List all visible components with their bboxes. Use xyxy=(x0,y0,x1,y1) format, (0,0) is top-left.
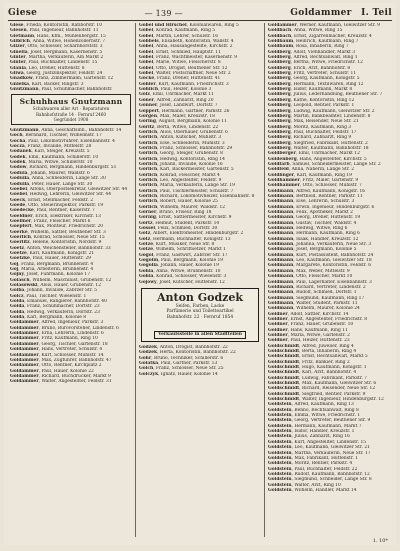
directory-entry: Goldberg, Erich, Arzt, Bahnhofstr. 8 xyxy=(268,65,351,71)
directory-entry: Goldschmidt, Fritz, Bankier, Ring 2 xyxy=(268,359,350,365)
directory-entry: Goldmann, Alfred, Kaufmann, Königstr. 16 xyxy=(268,188,366,194)
directory-page xyxy=(4,3,396,545)
column-2 xyxy=(136,23,265,537)
advertisement-line: Seifen, Farben, Lacke xyxy=(175,303,225,309)
directory-entry: Gocha, Paul, Lokomotivführer, Eisenbahnstr. 4 xyxy=(10,138,115,144)
advertisement-line: Parfümerie und Toiletteartikel xyxy=(166,309,234,315)
directory-entry: Goldmann, Max, Weber, Mittelstr. 9 xyxy=(268,268,350,274)
advertisement-line: Bahnhofstraße 14 · Fernruf 2460 xyxy=(35,111,107,117)
directory-entry: Goldschmidt, Berta, Inhaberin, Ring 4 xyxy=(268,348,357,354)
directory-entry: Goldschmidt, Ernst, Rechtsanwalt, Markt 5 xyxy=(268,354,368,360)
directory-entry: Goldschmidt, Alfred, Juwelier, Ring 4 xyxy=(268,343,354,349)
advertisement-band: Verkaufsstelle in allen Stadtteilen xyxy=(154,331,246,339)
directory-entry: Görner, Bruno, Friseur, Ring 18 xyxy=(139,210,212,216)
directory-entry: Goldberg, Martin, Bankbeamter, Lindenstr. 8 xyxy=(268,113,371,119)
directory-entry: Goldstein, Walter, Arzt, Ring 10 xyxy=(268,482,341,488)
directory-entry: Gnutzmann, Anna, Geschäftsinh., Bahnhofstr. 14 xyxy=(10,128,122,134)
directory-entry: Goldmann, Georg, Dreher, Hüttenstr. 19 xyxy=(268,215,361,221)
directory-entry: Golda, Emanuel, Rangierer, Bahnhofstr. 40 xyxy=(10,299,107,305)
directory-entry: Godow, Richard, Bergmann, Hindenburgstr. 51 xyxy=(10,165,117,171)
header-left-keyword: Giese xyxy=(8,8,38,18)
directory-entry: Goldammer, Max, Zugführer, Bahnhofstr. 47 xyxy=(10,357,112,363)
directory-entry: Goldstein, Siegmund, Schneider, Lange Str. 8 xyxy=(268,477,372,483)
directory-entry: Goldmann, Leo, Kaufmann, Gleiwitzer Str. 18 xyxy=(268,258,372,264)
directory-entry: Göbel, Walter, Postschaffner, Neue Str. 2 xyxy=(139,71,231,77)
directory-entry: Görlich, Johann, Invalide, Kolonie 16 xyxy=(139,161,223,167)
directory-entry: Görlich, Hedwig, Kontoristin, Ring 14 xyxy=(139,156,225,162)
directory-entry: Goldstein, Paul, Buchhalter, Feldstr. 22 xyxy=(268,466,358,472)
directory-entry: Goldberg, Moritz, Kaufmann, Ring 3 xyxy=(268,124,352,130)
directory-entry: Goldner, Maria, Witwe, Gartenstr. 2 xyxy=(268,332,350,338)
directory-entry: Götze, Wilhelm, Schriftsetzer, Markt 1 xyxy=(139,247,226,253)
directory-entry: Göritz, Berta, Witwe, Lindenstr. 22 xyxy=(139,124,219,130)
directory-entry: Goerlich, Konrad, Schlosser, Neue Str. 15 xyxy=(10,234,105,240)
directory-entry: Gojny, Josef, Fuhrmann, Kolonie 17 xyxy=(10,272,91,278)
directory-entry: Goldschmidt, Siegfried, Rentier, Parkstr. 9 xyxy=(268,391,366,397)
directory-entry: Goldberg, Käthe, Kontoristin, Ring 12 xyxy=(268,97,355,103)
directory-entry: Goldstein, Leo, Kaufmann, Gleiwitzer Str. 21 xyxy=(268,445,370,451)
directory-entry: Göbel, Anna, Hausangestellte, Kirchstr. 2 xyxy=(139,44,233,50)
directory-entry: Götz, Albert, Elektromeister, Hindenburgstr. 2 xyxy=(139,231,244,237)
directory-entry: Goldammer, Walter, Angestellter, Feldstr. 31 xyxy=(10,379,112,385)
directory-entry: Goldberg, Alfred, Rechtsanwalt, Ring 1 xyxy=(268,55,358,61)
directory-entry: Goldmann, Isaak, Händler, Kreuzstr. 12 xyxy=(268,236,359,242)
directory-entry: Goldberg, Leopold, Rentier, Parkstr. 1 xyxy=(268,103,355,109)
directory-entry: Goldammer, Hans, Vertreter, Schulstr. 4 xyxy=(10,347,103,353)
advertisement-line: Schuhwaren aller Art · Reparaturen xyxy=(32,106,110,112)
directory-entry: Goldmann, Gustav, Tischler, Waldstr. 4 xyxy=(268,220,357,226)
directory-entry: Görgen, Max, Maler, Kreuzstr. 18 xyxy=(139,113,215,119)
directory-entry: Goedecke, Paul, Rentner, Kaiserstr. 7 xyxy=(10,208,95,214)
directory-entry: Ginella, Josef, Bergmann, Kasernenstr. 5 xyxy=(10,49,103,55)
page-header xyxy=(8,6,392,20)
directory-entry: Görlich, Wilhelm, Maurer, Waldstr. 12 xyxy=(139,204,226,210)
directory-entry: Godzek, Herta, Kontoristin, Bahnhofstr. 22 xyxy=(139,350,236,356)
directory-entry: Goldhammer, Fritz, Maler, Gartenstr. 9 xyxy=(268,177,359,183)
directory-entry: Goj, Franz, Bergmann, Brunnenstr. 4 xyxy=(10,261,94,267)
directory-entry: Göppert, Hermann, Gärtner, Parkstr. 26 xyxy=(139,108,230,114)
directory-entry: Goldmann, Margarete, Kontoristin, Feldstr. 6 xyxy=(268,263,372,269)
directory-entry: Goldstein, Kurt, Angestellter, Lindenstr. 15 xyxy=(268,439,367,445)
directory-entry: Gogol, Franz, Gastwirt, Zabrzer Str. 17 xyxy=(139,252,228,258)
directory-entry: Goldenberg, Hans, Angestellter, Kirchstr. 5 xyxy=(268,156,367,162)
directory-entry: Golda, Hedwig, Verkäuferin, Dorfstr. 23 xyxy=(10,309,100,315)
directory-entry: Ginter, Martha, Verkäuferin, Am Markt 2 xyxy=(10,55,104,61)
directory-entry: Götze, Kurt, Musiker, Neue Str. 8 xyxy=(139,242,215,248)
directory-entry: Goldmann, Hedwig, Witwe, Ring 6 xyxy=(268,226,348,232)
directory-entry: Goldstein, Benno, Rechtsanwalt, Ring 8 xyxy=(268,407,359,413)
directory-entry: Goldstein, Wilhelm, Händler, Markt 14 xyxy=(268,487,357,493)
directory-entry: Goldmann, Hermann, Kaufmann, Ring 6 xyxy=(268,231,360,237)
directory-entry: Goch, Bernhard, Tischler, Wilhelmstr. 17 xyxy=(10,133,102,139)
advertisement-line: Gegründet 1908 xyxy=(53,116,89,122)
directory-entry: Goldberg, Julius, Lederhandlung, Beuthener Str. 7 xyxy=(268,92,383,98)
directory-entry: Goldmann, Paul, Lagerhalter, Eisenbahnstr. 3 xyxy=(268,279,372,285)
page-number: — 139 — xyxy=(144,8,183,18)
directory-entry: Gocza, Franz, Invalide, Mittelstr. 28 xyxy=(10,144,92,150)
directory-entry: Gilzer, Otto, Schlosser, Scharnhorststr. 3 xyxy=(10,44,103,50)
directory-entry: Goldstein, Isidor, Händler, Kreuzstr. 1 xyxy=(268,429,355,435)
directory-entry: Goldmann, Wilhelm, Maurer, Kolonie 24 xyxy=(268,306,360,312)
directory-entry: Goldmann, Rudolf, Schmied, Dorfstr. 1 xyxy=(268,290,357,296)
directory-entry: Görlich, Maria, Verkäuferin, Lange Str. 19 xyxy=(139,183,235,189)
directory-entry: Goldfarb, Samuel, Schneidermeister, Lange Str. 2 xyxy=(268,161,381,167)
directory-entry: Goldstein, Emma, Witwe, Friedrichstr. 1 xyxy=(268,413,361,419)
directory-entry: Goldstein, Alfred, Kaufmann, Ring 13 xyxy=(268,402,354,408)
directory-entry: Gohr, Bruno, Techniker, Schillerstr. 6 xyxy=(139,355,224,361)
directory-entry: Goldberger, Emil, Uhrmacher, Markt 12 xyxy=(268,151,360,157)
header-rule xyxy=(8,20,392,21)
directory-entry: Gogolla, Johann, Hauer, Kolonie 19 xyxy=(139,263,219,269)
directory-entry: Göbel, Martin, Lehrer, Schulstr. 16 xyxy=(139,33,218,39)
directory-entry: Goldmann, Felix, Apotheker, Markt 2 xyxy=(268,210,353,216)
directory-entry: Goerlitz, Helene, Kontoristin, Nordstr. 9 xyxy=(10,240,102,246)
header-part-label: I. Teil xyxy=(361,8,392,18)
directory-entry: Goldberg, Paul, Buchhalter, Feldstr. 17 xyxy=(268,129,357,135)
advertisement-title: Schuhhaus Gnutzmann xyxy=(19,97,123,107)
directory-entry: Goeck, Ernst, Stellmacher, Feldstr. 2 xyxy=(10,197,94,203)
directory-entry: Golasowski, Alois, Hauer, Grubenstr. 12 xyxy=(10,283,101,289)
directory-entry: Goldschmidt, Hugo, Kaufmann, Königstr. 1 xyxy=(268,365,367,370)
directory-entry: Gönner, Josef, Landwirt, Dorfstr. 7 xyxy=(139,103,218,109)
advertisement-box xyxy=(11,94,131,125)
directory-entry: Goebel, Alfons, Oberpostsekretär, Gleiwitzer Str. 44 xyxy=(10,186,128,192)
column-3 xyxy=(265,23,393,537)
directory-entry: Göbel, Franz, Wachtmeister, Kasernenstr. 9 xyxy=(139,55,238,61)
directory-entry: Goldschmidt, Ludwig, Fabrikant, Parkstr. 7 xyxy=(268,375,367,381)
directory-entry: Götz, Hermann, Buchhalter, Königstr. 13 xyxy=(139,236,231,242)
directory-entry: Golatka, Paul, Gärtner, Parkstr. 13 xyxy=(139,361,218,367)
directory-entry: Göbel, Marie, Witwe, Fleischerstr. 8 xyxy=(139,60,221,66)
directory-entry: Goldschmidt, Richard, Reisender, Neue Str. 12 xyxy=(268,386,376,392)
directory-entry: Göbel, Konrad, Kaufmann, Ring 5 xyxy=(139,28,216,34)
directory-entry: Goldammer, Fritz, Kaufmann, Ring 10 xyxy=(10,336,98,342)
advertisement-line: Bahnhofstr. 22 · Fernruf 1854 xyxy=(166,314,234,320)
directory-entry: Goldammer, Alfred, Ingenieur, Parkstr. 3 xyxy=(10,320,104,326)
directory-entry: Görlich, Richard, Lokomotivheizer, Eisenbahnstr. 8 xyxy=(139,194,255,199)
directory-entry: Görlich, Karl, Bäckermeister, Gartenstr. 5 xyxy=(139,167,234,173)
directory-entry: Goldammer, Otto, Rentner, Kirchplatz 2 xyxy=(10,363,102,369)
directory-entry: Görlich, Else, Schneiderin, Mühlstr. 3 xyxy=(139,140,225,146)
directory-entry: Goldfinger, Karl, Kaufmann, Ring 19 xyxy=(268,172,352,178)
directory-entry: Goldberg, Fritz, Vertreter, Schulstr. 11 xyxy=(268,71,357,77)
directory-entry: Goldberg, Ludwig, Kaufmann, Gleiwitzer Str. 2 xyxy=(268,108,375,114)
directory-entry: Goldammer, Paul, Hauer, Kolonie 22 xyxy=(10,368,94,374)
directory-entry: Goldbach, Anna, Witwe, Ring 15 xyxy=(268,28,343,34)
directory-entry: Goldstein, Martha, Verkäuferin, Neue Str. 17 xyxy=(268,450,371,456)
directory-entry: Goebel, Hedwig, Lehrerin, Gleiwitzer Str. 44 xyxy=(10,192,111,198)
directory-entry: Goldner, Adolf, Sattler, Kirchstr. 14 xyxy=(268,311,349,317)
directory-entry: Gnielka, Karl, Bäcker, Ringstr. 3 xyxy=(10,81,84,87)
directory-entry: Göner, Alfred, Zahnarzt, Ring 20 xyxy=(139,97,214,103)
directory-columns xyxy=(7,23,393,537)
directory-entry: Godulla, Anna, Schneiderin, Lange Str. 30 xyxy=(10,176,106,182)
directory-entry: Gohla, Konrad, Schlosser, Wiesenstr. 3 xyxy=(139,274,227,280)
directory-entry: Goetze, Karl, Kaufmann, Königstr. 21 xyxy=(10,250,95,256)
directory-entry: Golcz, Paul, Tischler, Wiesenstr. 1 xyxy=(10,293,87,299)
directory-entry: Göring, August, Bergmann, Kolonie 11 xyxy=(139,119,227,125)
directory-entry: Goldberg, Bertha, Witwe, Friedrichstr. 12 xyxy=(268,60,363,66)
directory-entry: Goldstein, Max, Fabrikant, Hüttenstr. 1 xyxy=(268,455,358,461)
directory-entry: Goj, Maria, Arbeiterin, Brunnenstr. 4 xyxy=(10,267,94,273)
directory-entry: Godanek, Karl, Steiger, Kreuzstr. 5 xyxy=(10,149,90,155)
header-right-group xyxy=(290,8,392,18)
directory-entry: Goldstein, Julius, Zahnarzt, Ring 16 xyxy=(268,434,350,440)
directory-entry: Godek, Emil, Kaufmann, Schillerstr. 10 xyxy=(10,154,99,160)
directory-entry: Goldammer, Werner, Kaufmann, Gleiwitzer Str. 9 xyxy=(268,23,380,28)
directory-entry: Gohla, Anna, Witwe, Brunnenstr. 10 xyxy=(139,268,221,274)
directory-entry: Goldstein, Moritz, Rentier, Parkstr. 4 xyxy=(268,461,353,467)
directory-entry: Goldberg, Adolf, Viehhändler, Markt 3 xyxy=(268,49,355,55)
directory-entry: Görlich, Alois, Oberhäuer, Grubenstr. 6 xyxy=(139,129,228,135)
directory-entry: Golch, Franz, Schlosser, Neue Str. 25 xyxy=(139,366,224,372)
directory-entry: Goetz, Anton, Weichensteller, Bahnhofstr. 33 xyxy=(10,245,111,251)
directory-entry: Goldfeld, Anna, Näherin, Lange Str. 2 xyxy=(268,167,355,173)
directory-entry: Goldschmidt, Karl, Arzt, Bahnhofstr. 4 xyxy=(268,370,357,376)
column-1 xyxy=(7,23,136,537)
directory-entry: Gojowy, Josef, Kutscher, Hüttenstr. 12 xyxy=(139,279,225,285)
directory-entry: Göhler, Kurt, Kaufmann, Friedrichstr. 3 xyxy=(139,81,229,87)
directory-entry: Göcke, Franz, Dreher, Hüttenstr. 41 xyxy=(139,76,221,82)
directory-entry: Gobel und Hirschel, Kolonialwaren, Ring 5 xyxy=(139,23,239,28)
directory-entry: Görlich, Georg, Steiger, Grubenstr. 8 xyxy=(139,151,223,157)
directory-entry: Goetzke, Paul, Hauer, Hüttenstr. 29 xyxy=(10,256,91,262)
directory-entry: Goldmann, Richard, Vertreter, Lindenstr. 2 xyxy=(268,284,366,290)
directory-entry: Goldner, Franz, Hauer, Grubenstr. 10 xyxy=(268,322,354,328)
directory-entry: Gilbrich, Anna, Witwe, Hohenzollernstr. 7 xyxy=(10,39,106,45)
directory-entry: Godek, Maria, Witwe, Schillerstr. 10 xyxy=(10,160,93,166)
directory-entry: Goldbaum, Rosa, Inhaberin, Ring 7 xyxy=(268,44,349,50)
directory-entry: Görlich, Konrad, Fleischer, Markt 4 xyxy=(139,172,220,178)
directory-entry: Görlich, Paul, Tischlermeister, Schulstr. 7 xyxy=(139,188,234,194)
directory-entry: Goldstein, Hermann, Kaufmann, Markt 7 xyxy=(268,423,362,429)
directory-entry: Goldmann, Kurt, Postassistent, Bahnhofstr. 24 xyxy=(268,252,374,258)
directory-entry: Goeldner, Erich, Elektriker, Kirchstr. 13 xyxy=(10,213,101,219)
directory-entry: Goldner, Paul, Heizer, Hüttenstr. 23 xyxy=(268,338,350,344)
directory-entry: Goldstein, Rudolf, Kaufmann, Bahnhofstr. 12 xyxy=(268,471,370,477)
directory-entry: Göbbels, Elisabeth, Kontoristin, Wallstr. 4 xyxy=(139,39,234,45)
directory-entry: Görnig, Ernst, Sattlermeister, Kirchstr. 9 xyxy=(139,215,232,221)
directory-entry: Goede, Otto, Steuerinspektor, Parkstr. 19 xyxy=(10,202,104,208)
directory-entry: Goellner, Franz, Fleischer, Markt 6 xyxy=(10,218,91,224)
directory-entry: Gietmann, Hans, Kfm., Mühlenbergstr. 15 xyxy=(10,33,106,39)
header-right-keyword: Goldammer xyxy=(290,8,352,18)
directory-entry: Godulla, Peter, Hauer, Lange Str. 30 xyxy=(10,181,93,187)
directory-entry: Goldmann, Otto, Fleischer, Markt 10 xyxy=(268,274,353,280)
directory-entry: Golasch, Wilhelm, Maschinist, Grubenstr. 12 xyxy=(10,277,112,283)
directory-entry: Goldberg, Georg, Kaufmann, Königstr. 5 xyxy=(268,76,360,82)
directory-entry: Goldammer, Bruno, Bürovorsteher, Lindenstr. 6 xyxy=(10,325,119,331)
directory-entry: Goldammer, Kurt, Schlosser, Mühlstr. 14 xyxy=(10,352,104,358)
directory-entry: Goldmann, Walter, Student, Parkstr. 11 xyxy=(268,300,358,306)
directory-entry: Görlich, Leo, Angestellter, Feldstr. 9 xyxy=(139,177,222,183)
directory-entry: Glania, Leo, Dreher, Hüttenstr. 8 xyxy=(10,65,85,71)
directory-entry: Godula, Johann, Maurer, Waldstr. 6 xyxy=(10,170,90,176)
directory-entry: Golda, Franz, Schuhmacher, Dorfstr. 23 xyxy=(10,304,100,310)
directory-entry: Goldberg, Max, Reisender, Neue Str. 21 xyxy=(268,119,359,125)
directory-entry: Görtz, Helmut, Student, Parkstr. 14 xyxy=(139,220,220,226)
directory-entry: Göhlich, Paul, Heizer, Kolonie 3 xyxy=(139,87,212,93)
directory-entry: Gölz, Emil, Uhrmacher, Markt 11 xyxy=(139,92,214,98)
directory-entry: Gnutzmann, Paul, Schuhmacher, Bahnhofstr. xyxy=(10,87,113,93)
directory-entry: Goldammer, Richard, Buchdrucker, Markt 9 xyxy=(10,373,111,379)
directory-entry: Goldmann, Erwin, Ingenieur, Hindenburgstr. 6 xyxy=(268,204,375,210)
directory-entry: Goerke, Wilhelm, Sattler, Beuthener Str. 3 xyxy=(10,229,106,235)
directory-entry: Goldammer, Erna, Lehrerin, Lindenstr. 6 xyxy=(10,331,104,337)
directory-entry: Golba, Johann, Invalide, Zabrzer Str. 5 xyxy=(10,288,97,294)
directory-entry: Ginter, Paul, Buchhalter, Lindenstr. 15 xyxy=(10,60,98,66)
directory-entry: Goldmann, Else, Lehrerin, Schulstr. 3 xyxy=(268,199,355,205)
advertisement-title: Anton Godzek xyxy=(156,290,244,304)
directory-entry: Goldschmidt, Walter, Ingenieur, Hindenburgstr. 12 xyxy=(268,397,384,403)
directory-entry: Görlich, Robert, Hauer, Kolonie 25 xyxy=(139,199,218,205)
directory-entry: Görlich, Franz, Schlosser, Bahnhofstr. 29 xyxy=(139,145,233,151)
advertisement-box xyxy=(141,288,259,342)
directory-entry: Gnadkow, Franz, Zimmermann, Gartenstr. 12 xyxy=(10,76,114,82)
directory-entry: Goldstein, Georg, Vertreter, Beuthener Str. 9 xyxy=(268,418,371,424)
directory-entry: Goldberg, Walter, Kaufmann, Bahnhofstr. 18 xyxy=(268,145,369,151)
directory-entry: Giese, Frieda, Kontoristin, Ratiborstr. 10 xyxy=(10,23,102,28)
directory-entry: Görlich, Anton, Kutscher, Mühlstr. 3 xyxy=(139,135,222,141)
directory-entry: Goldmann, Josef, Bergmann, Kolonie 5 xyxy=(268,247,357,253)
directory-entry: Goldner, Ernst, Angestellter, Friedrichstr. 8 xyxy=(268,316,368,322)
directory-entry: Goepfert, Max, Monteur, Friedrichstr. 20 xyxy=(10,224,104,230)
directory-entry: Giesen, Paul, Ingenieur, Bahnhofstr. 11 xyxy=(10,28,99,34)
directory-entry: Goldmann, Siegmund, Kaufmann, Ring 17 xyxy=(268,295,365,301)
directory-entry: Gogolin, Paul, Bergmann, Kolonie 19 xyxy=(139,258,224,264)
directory-entry: Gliwa, Georg, Justizinspektor, Feldstr. 24 xyxy=(10,71,103,77)
directory-entry: Golda, Karl, Bergmann, Kolonie 8 xyxy=(10,315,87,321)
directory-entry: Goldbaum, Heinrich, Kaufmann, Ring 7 xyxy=(268,39,359,45)
directory-entry: Goldbach, Ernst, Zigarrenmacher, Kreuzstr. 4 xyxy=(268,33,372,39)
directory-entry: Göbel, Ernst, Schmied, Hauptstr. 11 xyxy=(139,49,221,55)
page-footer-mark: 1. 10* xyxy=(372,538,388,544)
directory-entry: Golczyk, Ignatz, Hauer, Kolonie 14 xyxy=(139,371,218,377)
directory-entry: Göbel, Otto, Drogist, Beuthener Str. 12 xyxy=(139,65,228,71)
directory-entry: Goldammer, Georg, Tischler, Gartenstr. 18 xyxy=(10,341,108,347)
directory-entry: Goldberg, Richard, Zahnarzt, Ring 9 xyxy=(268,135,352,141)
directory-entry: Goldberg, Isidor, Kaufmann, Markt 8 xyxy=(268,87,353,93)
directory-entry: Goldhammer, Otto, Schlosser, Mühlstr. 7 xyxy=(268,183,362,189)
directory-entry: Goldmann, Berthold, Rentner, Parkstr. 11 xyxy=(268,194,363,199)
directory-entry: Goldschmidt, Max, Kaufmann, Gleiwitzer Str. 6 xyxy=(268,381,377,387)
directory-entry: Godzek, Anton, Drogist, Bahnhofstr. 22 xyxy=(139,345,228,351)
directory-entry: Gössel, Felix, Schmied, Dorfstr. 30 xyxy=(139,226,218,232)
directory-entry: Goldner, Hans, Kaufmann, Ring 11 xyxy=(268,327,348,333)
directory-entry: Goldmann, Johanna, Verkäuferin, Neue Str. 3 xyxy=(268,242,372,248)
directory-entry: Goldberg, Hermann, Textilwaren, Ring 12 xyxy=(268,81,364,87)
directory-entry: Goldberg, Siegfried, Fabrikant, Hüttenstr. 2 xyxy=(268,140,368,146)
